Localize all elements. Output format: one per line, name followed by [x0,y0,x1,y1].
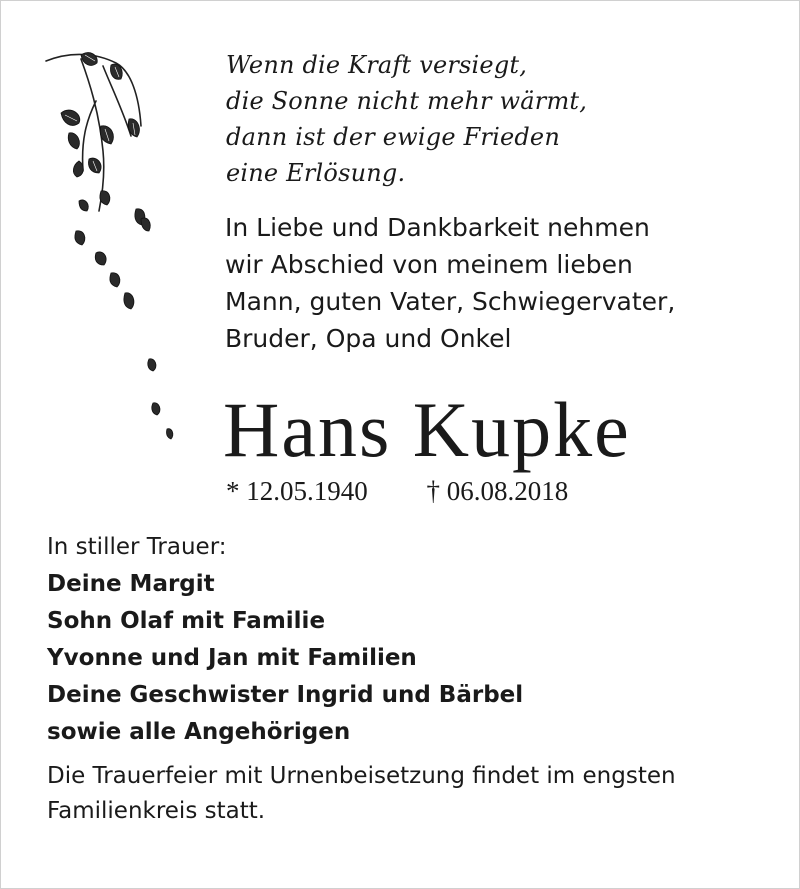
mourner-name: Deine Margit [47,571,215,597]
notice-line: Familienkreis statt. [47,798,266,824]
intro-line: Mann, guten Vater, Schwiegervater, [225,287,676,316]
birth-date: * 12.05.1940 [226,476,368,506]
intro-line: In Liebe und Dankbarkeit nehmen [225,213,650,242]
intro-line: wir Abschied von meinem lieben [225,250,633,279]
deceased-name: Hans Kupke [223,386,631,473]
mourner-name: Yvonne und Jan mit Familien [47,645,417,671]
life-dates [226,473,568,509]
mourner-name: Deine Geschwister Ingrid und Bärbel [47,682,524,708]
death-date: † 06.08.2018 [426,476,569,506]
notice-line: Die Trauerfeier mit Urnenbeisetzung findet im engsten [47,763,676,789]
poem-verse [226,47,587,191]
poem-line: die Sonne nicht mehr wärmt, [226,87,588,115]
farewell-intro [225,209,675,357]
poem-line: dann ist der ewige Frieden [226,123,560,151]
mourners-list [47,529,523,751]
mourner-name: sowie alle Angehörigen [47,719,351,745]
mourner-name: Sohn Olaf mit Familie [47,608,326,634]
intro-line: Bruder, Opa und Onkel [225,324,512,353]
funeral-notice [47,759,676,829]
mourners-heading: In stiller Trauer: [47,534,227,560]
poem-line: eine Erlösung. [226,159,406,187]
poem-line: Wenn die Kraft versiegt, [226,51,528,79]
birch-branch-falling-leaves-icon [41,41,191,451]
